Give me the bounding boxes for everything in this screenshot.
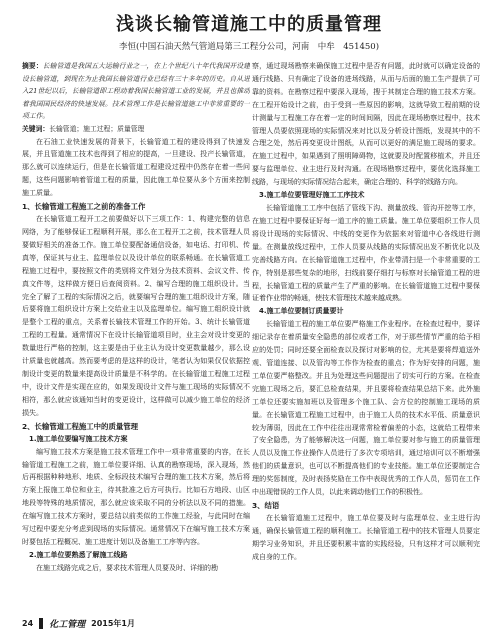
paragraph: 长输管道施工工序中包括了管线下沟、测量放线、管沟开挖等工序，在施工过程中要保证好每一道工序的施工质量。施工单位要组织工作人员将设计现场的实际情况、中线的变更作为依据来对管道中心各线进行测量。在测量放线过程中，工作人员要从线路的实际情况出发不断优化以及完善线路方向。在长输管道施工过程中，作业带清扫是一个非常重要的工作，特别是那些复杂的地形，扫线前要仔细打与标察对长输管道工程的进程，长输管道工程的质量产生了严重的影响。在长输管道施工过程中要保证着作业带的畅通，使技术管理技术越来越成熟。 [252, 204, 480, 303]
paragraph: 长输管道工程的施工单位要严格施工作业程序。在检查过程中，要详细记录存在着质量安全隐患的部位或者工作，对于那些情节严重的给予相应的处罚；同时还要全面检查以及探讨对影响的位，尤其是要将焊道送外观、管道连接、以及管沟等工作作为检查的重点；作为好安排的问题，施工单位要严格整改。并且为处理这些问题提出了切实可行的方案。在检查完施工现场之后，要汇总检查结果，并且要将检查结果总结下来。此外施工单位还要实施加班以及管理多个施工队、会方位的控制施工现场的质量。在长输管道工程施工过程中，由于施工人员的技术水平低、质量意识较为薄弱，因此在工作中往往出现常常检着偏差的小态，这就给工程带来了安全隐患，为了能够解决这一问题，施工单位要对参与施工的质量管理人员以及施工作业操作人员进行了多次专项培训，通过培训可以不断增强他们的质量意识，也可以不断提高他们的专业技能。施工单位还要制定合理的奖惩制度，及时表扬奖励在工作中表现优秀的工作人员，惩罚在工作中出现错误的工作人员，以此来调动他们工作的积极性。 [252, 320, 480, 497]
subsection-heading: 4.施工单位要制订质量要计 [259, 307, 344, 316]
paragraph: 在长输管道工程开工之前要做好以下三项工作：1、构建完整的信息网络，为了能够保证工程顺利开展，那么在工程开工之前，技术管理人员要做好相关的准备工作。施工单位要配备通信设备，如电话、打印机、传真等，保证其与业主、监理单位以及设计单位的联系畅通。在长输管道工程施工过程中，要按照文件的类别将文件划分为技术资料、会议文件、传真文件等，这样做方便日后查阅资料。2、编写合理的施工组织设计。当完全了解了工程的实际情况之后，就要编写合理的施工组织设计方案，随后要将施工组织设计方案上交给业主以及监理单位。编写施工组织设计就是整个工程的重点，关系着长输技术管理工作的开始。3、统计长输管道工程的工程量。通常情况下在设计长输管道项目时，业主会对设计变更的数量进行严格的控制，这主要是由于业主认为设计变更数量越少，那么设计质量也就越高。然而要考虑的是这样的设计，笔者认为如果仅仅依据控制设计变更的数量来提高设计质量是不科学的。在长输管道工程施工过程中，设计文件是实现在应的，如果发现设计文件与施工现场的实际情况不相符，那么就应该通知当时的变更设计，这样做可以减少施工单位的经济损失。 [22, 215, 250, 417]
section-heading: 3、结语 [252, 501, 280, 510]
journal-name: 化工管理 [49, 619, 86, 630]
article-title: 浅谈长输管道施工中的质量管理 [116, 14, 382, 35]
subsection-heading: 1.施工单位要编写施工技术方案 [29, 434, 128, 443]
right-column [252, 60, 480, 580]
subsection-heading: 3.施工单位要管理好施工工序技术 [259, 191, 365, 200]
author-affiliation: 李恒(中国石油天然气管道局第三工程分公司，河南 中牟 451450) [118, 42, 380, 52]
keywords-text: 长输管道；施工过程；质量管理 [49, 124, 145, 133]
section-heading: 2、长输管道工程施工中的质量管理 [22, 421, 139, 431]
page-footer [22, 616, 478, 630]
paragraph: 察，通过现场勘察来确保施工过程中是否有问题，此时就可以确定设备的通行线路、只有确定了设备的进场线路，从而与后面的施工生产提供了可靠的资料。在勘察过程中要深入现场，搜于其制定合理的施工技术方案。在工程开始设计之前，由于受到一些原因的影响，这就导致工程前期的设计测量与工程施工存在着一定的时间间隔，因此在现场勘察过程中，技术管理人员要依照现场的实际情况来对比以及分析设计图纸，发现其中的不合理之处，然后再变更设计图纸，从而可以更好的满足施工现场的要求。在施工过程中，如果遇到了照明障碍物，这就要及时配置移植术，并且还要与监理单位、业主进行及时沟通。在现场勘察过程中，要优化选择施工线路，与现场的实际情况结合起来，确定合理的、科学的线路方向。 [252, 62, 480, 187]
paragraph: 在施工线路完成之后，要求技术管理人员要及时、详细的勘 [36, 563, 218, 572]
issue-date: 2015年1月 [91, 618, 135, 628]
paragraph: 在石油工业快速发展的背景下，长输管道工程的建设得到了快速发展，并且管道施工技术也得到了相应的提高，一旦建设、投产长输管道，那么就可以连续运行，但是在长输管道工程建设过程中仍然存在着一些问题，这些问题影响着管道工程的质量，因此施工单位要从多个方面来控制施工质量。 [22, 137, 250, 198]
abstract-label: 摘要： [22, 62, 43, 70]
page-number: 24 [22, 618, 34, 628]
abstract [22, 60, 250, 123]
abstract-text: 长输管道是我国五大运输行业之一，在上个世纪八十年代我国开设建设长输管道，到现在为止我国长输管道行业已经有三十多年的历史。自从进入21世纪以后，长输管道即工程动着我国长输管道工业的发展，并且也推动着我国国民经济的快速发展。技术管理工作是长输管道施工中非常重要的一项工作。 [22, 62, 250, 121]
footer-divider [39, 618, 43, 629]
keywords [22, 123, 250, 136]
section-heading: 1、长输管道工程施工之前的准备工作 [22, 202, 146, 212]
keywords-label: 关键词： [22, 124, 50, 133]
paragraph: 编写施工技术方案是施工技术管理工作中一项非常重要的内容，在长输管道工程施工之前，施工单位要详细、认真的勘察现场，深入现场，然后再根据种种地形、地质、全标段技术编写合理的施工技术方案，然后将方案上报施工单位和业主，待其批准之后方可执行。比如石方地段、山区地段等特殊的地质情况，那么就应该采取不同的分析法以及不同的措施。在编写施工技术方案时，要总结以前类似的工作施工经验，与此同时在编写过程中要充分考虑到现场的实际情况。通常情况下在编写施工技术方案时要包括工程概况、施工进度计划以及备施工工序等内容。 [22, 447, 250, 546]
left-column [22, 60, 250, 580]
subsection-heading: 2.施工单位要熟悉了解施工线路 [29, 550, 128, 559]
paragraph: 在长输管道施工过程中，施工单位要及时与监理单位、业主进行沟通，确保长输管道工程的顺利施工。长输管道工程中的技术管理人员要定期学习业务知识，并且还要积累丰富的实践经验，只有这样才可以顺利完成自身的工作。 [252, 514, 480, 561]
